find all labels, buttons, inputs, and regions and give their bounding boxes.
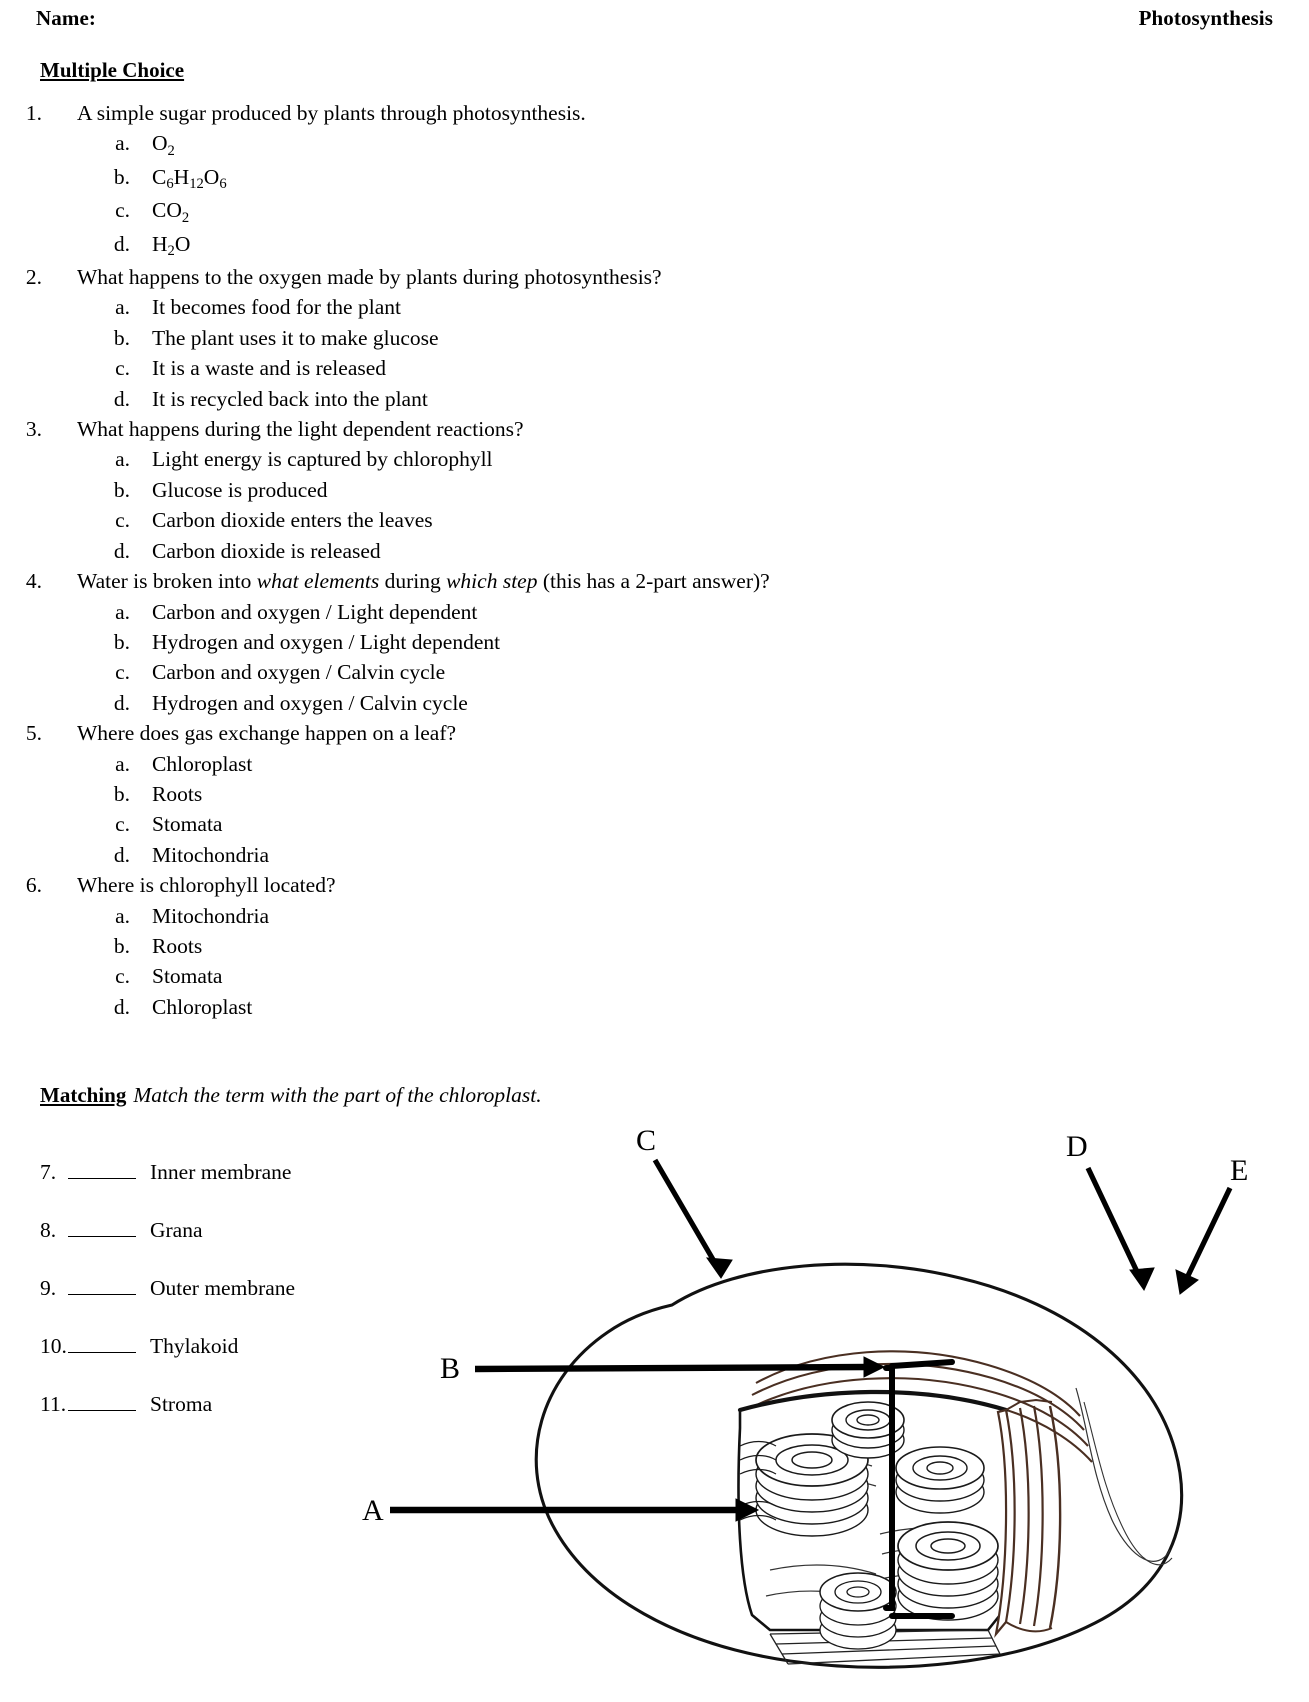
option-text: Hydrogen and oxygen / Light dependent <box>152 629 501 654</box>
matching-row <box>0 1218 430 1276</box>
diagram-label-b: B <box>440 1352 461 1385</box>
option-letter: a. <box>115 751 130 776</box>
matching-number: 9. <box>40 1276 57 1300</box>
option-row[interactable] <box>0 931 1100 961</box>
option-row[interactable] <box>0 992 1100 1022</box>
page-title: Photosynthesis <box>1138 6 1273 30</box>
option-text: Light energy is captured by chlorophyll <box>152 447 493 472</box>
option-text: $CO_2$ <box>152 198 190 226</box>
option-text: The plant uses it to make glucose <box>152 325 439 350</box>
matching-number: 10. <box>40 1334 67 1358</box>
option-letter: b. <box>113 933 130 958</box>
matching-answer-blank[interactable] <box>68 1276 136 1295</box>
option-row[interactable] <box>0 444 1100 474</box>
question-row <box>0 566 1100 596</box>
diagram-label-e: E <box>1230 1154 1249 1187</box>
question-text: What happens during the light dependent reactions? <box>77 417 524 442</box>
option-text: $C_6H_{12}O_6$ <box>152 164 227 193</box>
matching-answer-blank[interactable] <box>68 1218 136 1237</box>
option-row[interactable] <box>0 688 1100 718</box>
option-text: It becomes food for the plant <box>152 295 401 320</box>
option-letter: a. <box>115 903 130 928</box>
option-letter: c. <box>115 508 130 533</box>
question-row <box>0 718 1100 748</box>
option-text: Glucose is produced <box>152 477 328 502</box>
option-text: Roots <box>152 933 203 958</box>
option-text: $O_2$ <box>152 131 175 159</box>
option-letter: b. <box>113 781 130 806</box>
option-row[interactable] <box>0 749 1100 779</box>
option-row[interactable] <box>0 657 1100 687</box>
diagram-label-d: D <box>1066 1130 1088 1163</box>
option-letter: d. <box>113 538 130 563</box>
option-letter: c. <box>115 198 130 223</box>
option-letter: c. <box>115 812 130 837</box>
option-letter: d. <box>113 842 130 867</box>
option-text: Mitochondria <box>152 842 270 867</box>
question-number: 6. <box>25 873 42 898</box>
matching-list <box>0 1160 430 1450</box>
diagram-label-c: C <box>636 1124 657 1157</box>
option-row[interactable] <box>0 597 1100 627</box>
matching-term: Outer membrane <box>150 1276 296 1300</box>
option-text: Chloroplast <box>152 994 253 1019</box>
matching-number: 8. <box>40 1218 57 1242</box>
option-row[interactable] <box>0 128 1100 161</box>
option-text: It is recycled back into the plant <box>152 386 428 411</box>
matching-row <box>0 1392 430 1450</box>
matching-number: 11. <box>40 1392 67 1416</box>
option-row[interactable] <box>0 384 1100 414</box>
matching-heading: Matching <box>40 1083 127 1107</box>
matching-row <box>0 1334 430 1392</box>
option-letter: c. <box>115 964 130 989</box>
multiple-choice-list <box>0 98 1100 1022</box>
option-row[interactable] <box>0 901 1100 931</box>
option-row[interactable] <box>0 229 1100 262</box>
option-letter: a. <box>115 295 130 320</box>
option-text: Chloroplast <box>152 751 253 776</box>
question-text: Water is broken into what elements during which step (this has a 2-part answer)? <box>77 569 770 594</box>
name-label: Name: <box>36 6 96 30</box>
matching-term: Grana <box>150 1218 203 1242</box>
matching-row <box>0 1276 430 1334</box>
option-text: It is a waste and is released <box>152 356 387 381</box>
leader-e <box>1176 1188 1230 1294</box>
matching-term: Thylakoid <box>150 1334 239 1358</box>
matching-answer-blank[interactable] <box>68 1334 136 1353</box>
matching-number: 7. <box>40 1160 57 1184</box>
option-letter: d. <box>113 386 130 411</box>
option-text: Stomata <box>152 812 223 837</box>
diagram-label-a: A <box>362 1494 384 1527</box>
question-text: What happens to the oxygen made by plants during photosynthesis? <box>77 265 662 290</box>
chloroplast-diagram <box>362 1110 1249 1695</box>
option-text: Roots <box>152 781 203 806</box>
question-text: A simple sugar produced by plants through photosynthesis. <box>77 101 586 125</box>
multiple-choice-heading: Multiple Choice <box>40 58 185 82</box>
question-row <box>0 262 1100 292</box>
matching-heading-row <box>40 1083 542 1108</box>
option-row[interactable] <box>0 809 1100 839</box>
page-header <box>36 6 1273 31</box>
option-row[interactable] <box>0 475 1100 505</box>
option-text: Carbon and oxygen / Light dependent <box>152 599 478 624</box>
matching-answer-blank[interactable] <box>68 1392 136 1411</box>
option-letter: d. <box>113 231 130 256</box>
question-number: 4. <box>25 569 42 594</box>
matching-row <box>0 1160 430 1218</box>
question-row <box>0 870 1100 900</box>
option-letter: b. <box>113 629 130 654</box>
option-row[interactable] <box>0 353 1100 383</box>
option-text: $H_2O$ <box>152 231 191 259</box>
option-letter: b. <box>113 164 130 189</box>
option-row[interactable] <box>0 162 1100 195</box>
question-number: 5. <box>25 721 42 746</box>
option-row[interactable] <box>0 195 1100 228</box>
option-letter: d. <box>113 690 130 715</box>
matching-answer-blank[interactable] <box>68 1160 136 1179</box>
question-row <box>0 414 1100 444</box>
question-text: Where is chlorophyll located? <box>77 873 336 898</box>
option-letter: a. <box>115 599 130 624</box>
granum-stack-bracketed <box>898 1522 998 1620</box>
option-letter: c. <box>115 356 130 381</box>
option-row[interactable] <box>0 627 1100 657</box>
option-text: Carbon dioxide is released <box>152 538 381 563</box>
matching-instruction: Match the term with the part of the chloroplast. <box>133 1083 542 1107</box>
option-row[interactable] <box>0 505 1100 535</box>
option-letter: a. <box>115 131 130 156</box>
option-row[interactable] <box>0 323 1100 353</box>
question-text: Where does gas exchange happen on a leaf? <box>77 721 457 746</box>
option-letter: a. <box>115 447 130 472</box>
question-row <box>0 98 1100 128</box>
option-letter: d. <box>113 994 130 1019</box>
question-number: 1. <box>25 101 42 125</box>
option-text: Stomata <box>152 964 223 989</box>
matching-term: Stroma <box>150 1392 213 1416</box>
option-letter: b. <box>113 325 130 350</box>
option-text: Carbon dioxide enters the leaves <box>152 508 433 533</box>
option-text: Carbon and oxygen / Calvin cycle <box>152 660 446 685</box>
option-letter: c. <box>115 660 130 685</box>
leader-d <box>1088 1168 1154 1290</box>
option-row[interactable] <box>0 779 1100 809</box>
matching-term: Inner membrane <box>150 1160 292 1184</box>
option-row[interactable] <box>0 961 1100 991</box>
option-letter: b. <box>113 477 130 502</box>
granum-stack-lower-left <box>820 1573 896 1649</box>
option-row[interactable] <box>0 536 1100 566</box>
leader-c <box>655 1160 732 1278</box>
question-number: 2. <box>25 265 42 290</box>
option-text: Hydrogen and oxygen / Calvin cycle <box>152 690 468 715</box>
option-row[interactable] <box>0 840 1100 870</box>
option-row[interactable] <box>0 292 1100 322</box>
granum-stack-right-upper <box>896 1447 984 1513</box>
question-number: 3. <box>25 417 42 442</box>
option-text: Mitochondria <box>152 903 270 928</box>
